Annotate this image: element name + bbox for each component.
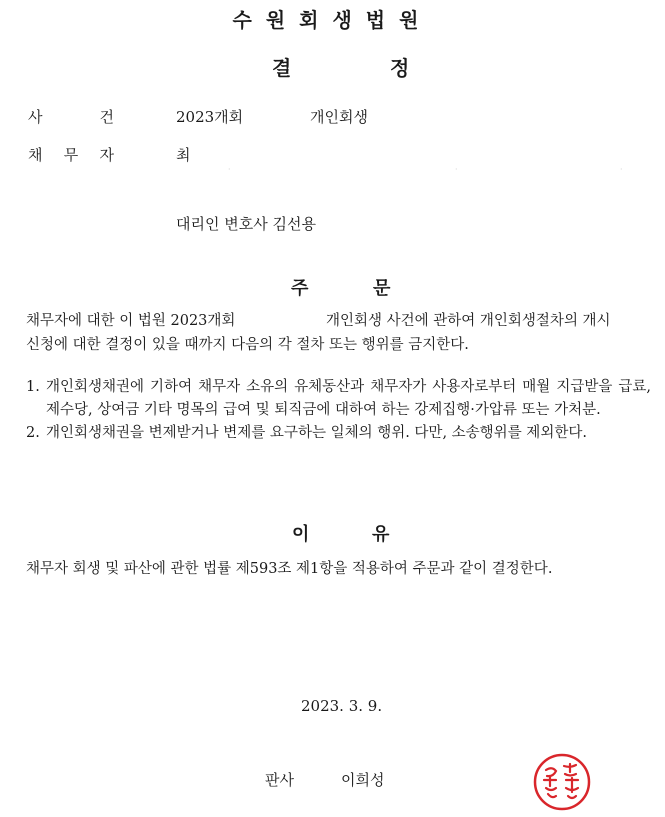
reason-text: 채무자 회생 및 파산에 관한 법률 제593조 제1항을 적용하여 주문과 같이 결정한다. [26, 561, 553, 577]
debtor-name: 최 [176, 146, 191, 164]
debtor-agent: 대리인 변호사 김선용 [176, 215, 316, 233]
judge-name: 이희성 [341, 771, 385, 789]
redaction-mark: · [228, 165, 231, 174]
order-intro-part-a: 채무자에 대한 이 법원 2023개회 [26, 313, 236, 329]
court-name: 수원회생법원 [232, 8, 433, 32]
redaction-mark: · [455, 165, 458, 174]
judge-seal-icon [532, 752, 592, 812]
order-item-text: 개인회생채권을 변제받거나 변제를 요구하는 일체의 행위. 다만, 소송행위를 제외한다. [46, 425, 587, 441]
debtor-label: 채 무 자 [28, 146, 114, 164]
order-item-number: 2. [26, 425, 40, 441]
case-type: 개인회생 [310, 108, 368, 126]
judge-title: 판사 [265, 771, 294, 789]
order-item [26, 376, 651, 422]
order-heading-char-2: 문 [373, 278, 391, 299]
reason-heading-char-2: 유 [372, 524, 390, 545]
order-intro-line-2: 신청에 대한 결정이 있을 때까지 다음의 각 절차 또는 행위를 금지한다. [26, 337, 469, 353]
order-item [26, 422, 651, 445]
order-item-number: 1. [26, 379, 40, 395]
order-heading-char-1: 주 [291, 278, 309, 299]
case-label: 사 건 [28, 108, 114, 126]
case-number: 2023개회 [176, 108, 244, 126]
order-intro-part-b: 개인회생 사건에 관하여 개인회생절차의 개시 [326, 313, 611, 329]
reason-heading-char-1: 이 [292, 524, 310, 545]
decision-date: 2023. 3. 9. [301, 697, 383, 715]
order-item-text: 개인회생채권에 기하여 채무자 소유의 유체동산과 채무자가 사용자로부터 매월 지급받을 급료, 제수당, 상여금 기타 명목의 급여 및 퇴직금에 대하여 하는 강제집행·가압류 또는 가처분. [46, 379, 651, 418]
doc-type-char-1: 결 [272, 56, 292, 80]
order-items [26, 376, 651, 445]
doc-type-char-2: 정 [390, 56, 410, 80]
redaction-mark: · [620, 165, 623, 174]
